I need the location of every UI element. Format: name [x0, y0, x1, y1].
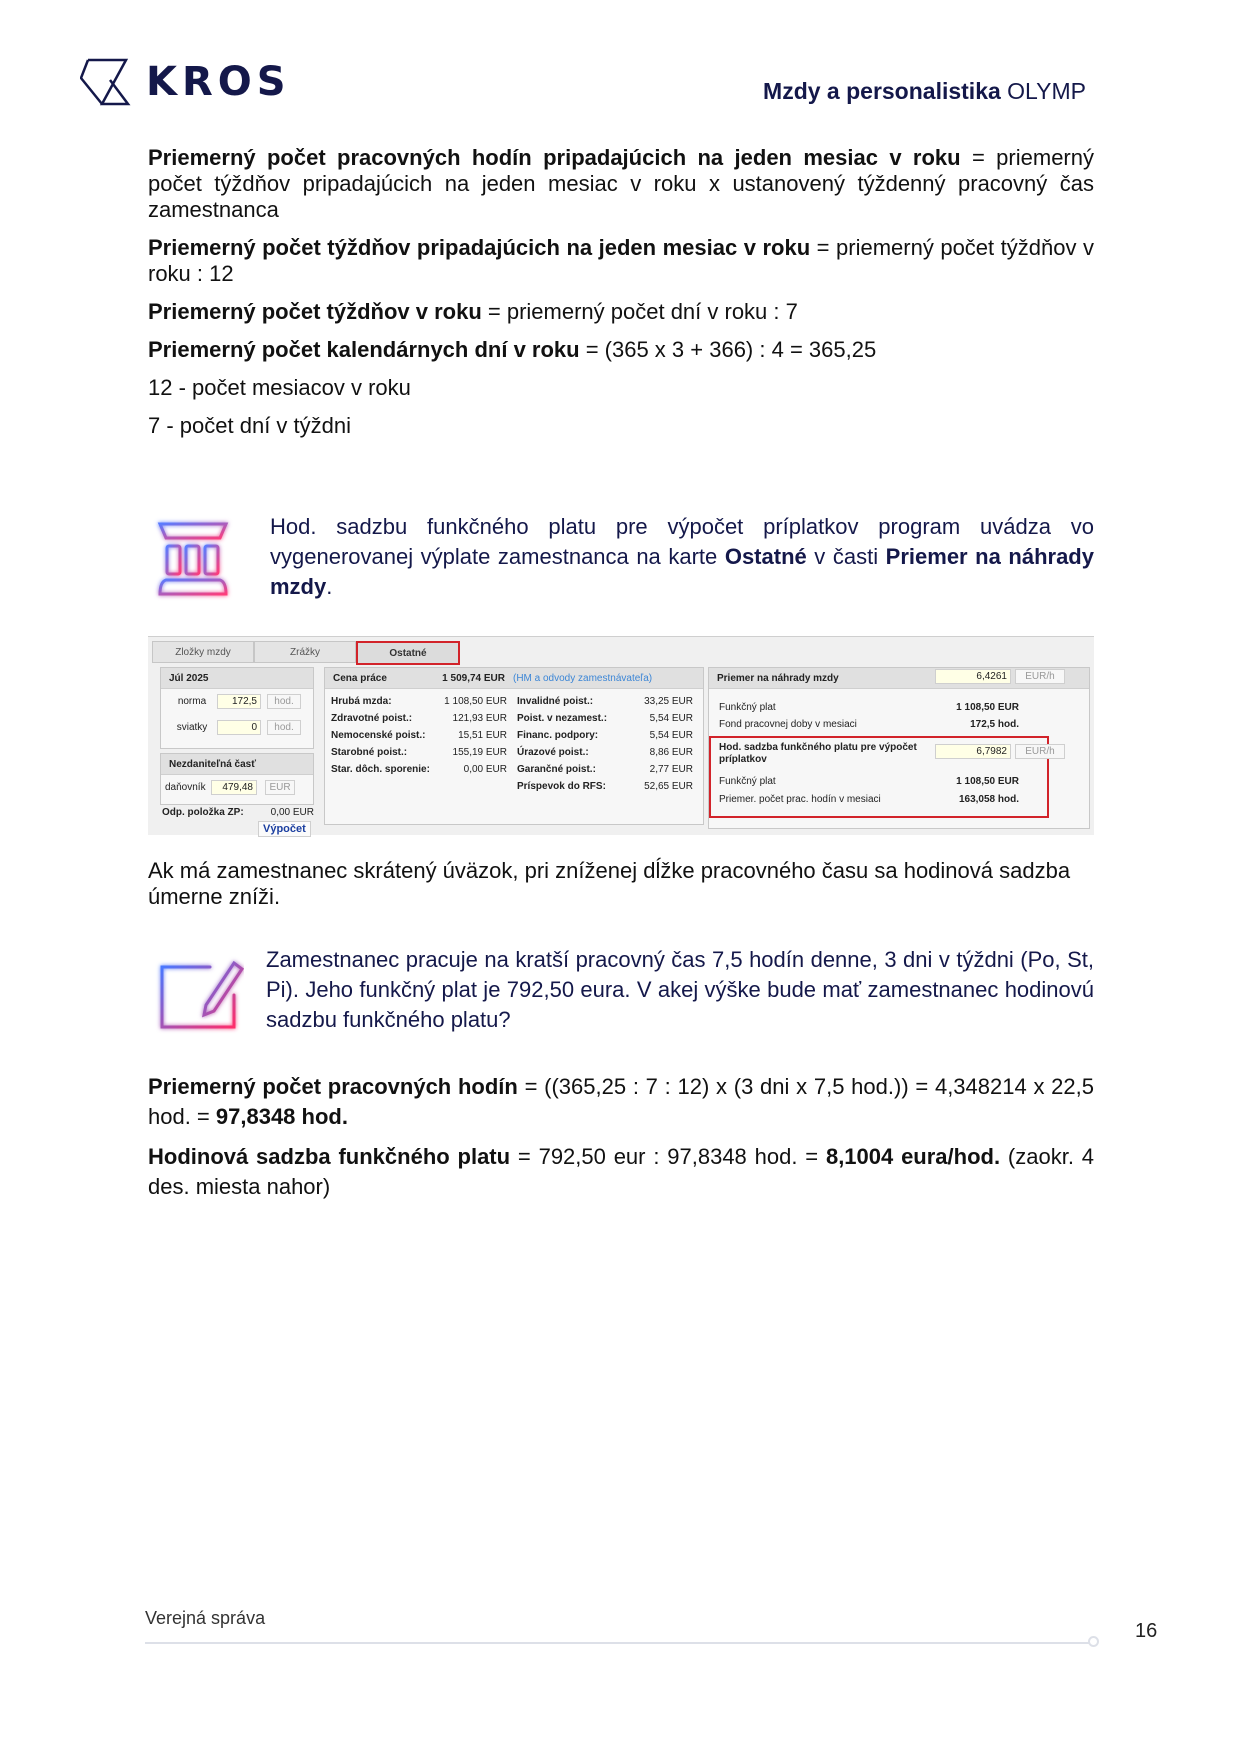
document-title-rest: OLYMP [1000, 78, 1086, 104]
cost-row [517, 713, 693, 724]
part-time-note [148, 858, 1094, 910]
cost-label: Nemocenské poist.: [331, 730, 426, 741]
cost-value: 5,54 EUR [649, 713, 693, 724]
document-title-bold: Mzdy a personalistika [763, 78, 1001, 104]
cost-row [331, 747, 507, 758]
cost-value: 155,19 EUR [452, 747, 507, 758]
part-time-text: Ak má zamestnanec skrátený úväzok, pri zníženej dĺžke pracovného času sa hodinová sadzba úmerne zníži. [148, 858, 1071, 909]
work-fund-row [719, 719, 1019, 730]
labor-cost-panel [324, 667, 704, 825]
calc-term: Priemerný počet pracovných hodín [148, 1074, 518, 1099]
cost-label: Invalidné poist.: [517, 696, 594, 707]
row-label: Priemer. počet prac. hodín v mesiaci [719, 794, 881, 805]
callout-text-part: Hod. sadzbu funkčného platu pre výpočet príplatkov program uvádza vo vygenerovanej výplate zamestnanca na karte [270, 514, 1094, 569]
definition-text: = (365 x 3 + 366) : 4 = 365,25 [579, 337, 877, 362]
hourly-rate-title: Hod. sadzba funkčného platu pre výpočet príplatkov [719, 742, 917, 765]
functional-salary-row [719, 702, 1019, 713]
tab-ostatne[interactable]: Ostatné [356, 641, 460, 665]
logo-text: KROS [146, 59, 291, 105]
cost-label: Príspevok do RFS: [517, 781, 606, 792]
danovnik-unit: EUR [265, 780, 295, 795]
hourly-salary-row [719, 776, 1019, 787]
cost-label: Star. dôch. sporenie: [331, 764, 430, 775]
definition-5 [148, 375, 1094, 401]
cost-value: 5,54 EUR [649, 730, 693, 741]
month-panel [160, 667, 314, 749]
definition-term: Priemerný počet týždňov v roku [148, 299, 482, 324]
avg-hours-row [719, 794, 1019, 805]
wage-average-field[interactable]: 6,4261 [935, 669, 1011, 684]
calc-formula: = 792,50 eur : 97,8348 hod. = [510, 1144, 826, 1169]
row-label: Funkčný plat [719, 776, 776, 787]
cost-value: 33,25 EUR [644, 696, 693, 707]
cost-label: Starobné poist.: [331, 747, 408, 758]
hourly-rate-highlight [709, 736, 1055, 818]
definition-text: = priemerný počet týždňov pripadajúcich na jeden mesiac v roku x ustanovený týždenný pracovný čas zamestnanca [148, 145, 1094, 222]
vypocet-button[interactable]: Výpočet [258, 821, 311, 837]
definition-6 [148, 413, 1094, 439]
danovnik-label: daňovník [165, 782, 206, 793]
cost-value: 0,00 EUR [463, 764, 507, 775]
payroll-screenshot [148, 636, 1094, 835]
cost-label: Zdravotné poist.: [331, 713, 413, 724]
norma-label: norma [177, 696, 207, 707]
row-label: Fond pracovnej doby v mesiaci [719, 719, 857, 730]
footer-divider [145, 1642, 1090, 1644]
wage-average-panel [708, 667, 1090, 829]
hourly-rate-field[interactable]: 6,7982 [935, 744, 1011, 759]
odp-polozka-label: Odp. položka ZP: [162, 807, 244, 818]
row-value: 163,058 hod. [958, 794, 1019, 805]
page-number: 16 [1135, 1620, 1158, 1642]
footer-label: Verejná správa [145, 1608, 266, 1628]
callout-text-part: v časti [806, 544, 886, 569]
calculations [148, 1072, 1094, 1202]
cost-row [517, 747, 693, 758]
callout-tab-name: Ostatné [724, 544, 807, 569]
cost-label: Financ. podpory: [517, 730, 599, 741]
definition-term: Priemerný počet kalendárnych dní v roku [148, 337, 580, 362]
labor-cost-header [325, 668, 703, 689]
calc-hourly-rate [148, 1142, 1094, 1202]
calc-note: (zaokr. 4 des. miesta nahor) [148, 1144, 1095, 1199]
cost-row [517, 764, 693, 775]
cost-value: 2,77 EUR [649, 764, 693, 775]
info-callout [148, 512, 1094, 609]
tax-free-panel-title: Nezdaniteľná časť [161, 754, 313, 775]
labor-cost-note: (HM a odvody zamestnávateľa) [513, 672, 653, 684]
row-value: 1 108,50 EUR [956, 776, 1019, 787]
odp-polozka-value: 0,00 EUR [270, 807, 314, 818]
document-title [763, 78, 1086, 105]
row-value: 1 108,50 EUR [956, 702, 1019, 713]
sviatky-label: sviatky [176, 722, 208, 733]
definition-text: = priemerný počet týždňov v roku : 12 [148, 235, 1094, 286]
calc-avg-hours [148, 1072, 1094, 1132]
definition-1 [148, 145, 1094, 223]
row-value: 172,5 hod. [970, 719, 1019, 730]
cost-value: 52,65 EUR [644, 781, 693, 792]
cost-value: 121,93 EUR [452, 713, 507, 724]
definition-text: = priemerný počet dní v roku : 7 [481, 299, 798, 324]
definition-3 [148, 299, 1094, 325]
cost-value: 15,51 EUR [458, 730, 507, 741]
cost-value: 8,86 EUR [649, 747, 693, 758]
sviatky-field[interactable]: 0 [217, 720, 261, 735]
example-callout [148, 945, 1094, 1040]
cost-row [331, 730, 507, 741]
callout-section-name: Priemer na náhrady mzdy [270, 544, 1094, 599]
sviatky-unit: hod. [267, 720, 301, 735]
danovnik-field[interactable]: 479,48 [211, 780, 257, 795]
kros-logo-mark-icon [80, 58, 132, 106]
wage-average-unit: EUR/h [1015, 669, 1065, 684]
cost-row [517, 781, 693, 792]
norma-row [167, 694, 307, 709]
cost-label: Poist. v nezamest.: [517, 713, 608, 724]
cost-row [517, 696, 693, 707]
labor-cost-total: 1 509,74 EUR [442, 672, 505, 684]
cost-label: Hrubá mzda: [331, 696, 392, 707]
tax-free-panel [160, 753, 314, 805]
month-panel-title: Júl 2025 [161, 668, 313, 689]
definitions [148, 145, 1094, 439]
cost-row [331, 764, 507, 775]
tab-zrazky[interactable]: Zrážky [254, 641, 356, 663]
calc-formula: = ((365,25 : 7 : 12) x (3 dni x 7,5 hod.)) = 4,348214 x 22,5 hod. = [148, 1074, 1094, 1129]
definition-text: 7 - počet dní v týždni [148, 413, 351, 438]
callout-text [270, 512, 1094, 609]
cost-label: Garančné poist.: [517, 764, 596, 775]
definition-text: 12 - počet mesiacov v roku [148, 375, 411, 400]
document-edit-pencil-icon [148, 945, 248, 1040]
danovnik-row [165, 780, 310, 795]
cost-value: 1 108,50 EUR [444, 696, 507, 707]
cost-row [331, 696, 507, 707]
tab-bar [152, 641, 460, 663]
norma-unit: hod. [267, 694, 301, 709]
definition-term: Priemerný počet pracovných hodín pripadajúcich na jeden mesiac v roku [148, 145, 961, 170]
calc-term: Hodinová sadzba funkčného platu [148, 1144, 511, 1169]
hourly-rate-unit: EUR/h [1015, 744, 1065, 759]
definition-term: Priemerný počet týždňov pripadajúcich na jeden mesiac v roku [148, 235, 811, 260]
callout-text-part: . [326, 574, 333, 599]
labor-cost-title: Cena práce [333, 672, 387, 684]
kros-logo [80, 58, 291, 106]
sviatky-row [167, 720, 307, 735]
wage-average-title: Priemer na náhrady mzdy [717, 672, 839, 684]
example-text: Zamestnanec pracuje na kratší pracovný čas 7,5 hodín denne, 3 dni v týždni (Po, St, Pi). Jeho funkčný plat je 792,50 eura. V akej výške bude mať zamestnanec hodinovú sadzbu funkčného platu? [266, 947, 1094, 1032]
calc-result: 8,1004 eura/hod. [825, 1144, 1001, 1169]
cost-row [517, 730, 693, 741]
row-label: Funkčný plat [719, 702, 776, 713]
tab-zlozky-mzdy[interactable]: Zložky mzdy [152, 641, 254, 663]
footer-dot-icon [1088, 1636, 1099, 1647]
cost-row [331, 713, 507, 724]
definition-2 [148, 235, 1094, 287]
definition-4 [148, 337, 1094, 363]
cost-label: Úrazové poist.: [517, 747, 589, 758]
column-pillar-icon [148, 512, 248, 609]
calc-result: 97,8348 hod. [215, 1104, 348, 1129]
norma-field[interactable]: 172,5 [217, 694, 261, 709]
odp-polozka-row [162, 807, 314, 818]
